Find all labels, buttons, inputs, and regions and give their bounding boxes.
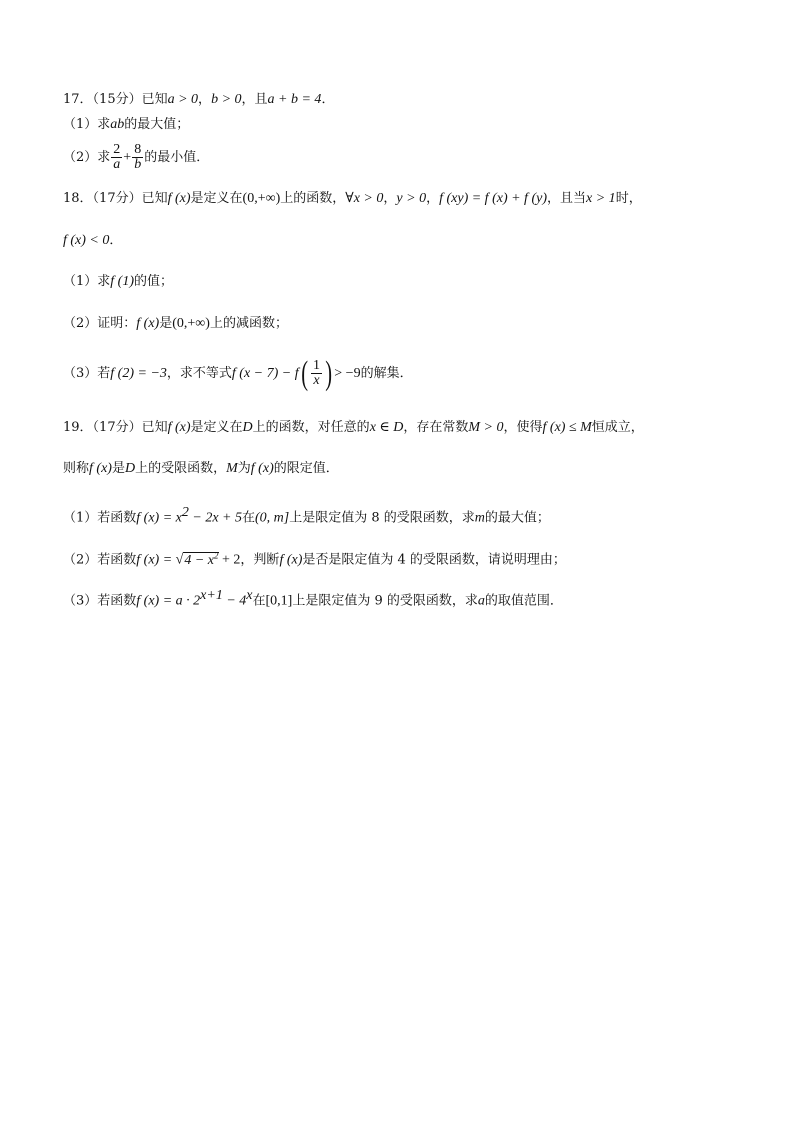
q19-p3-exp2: x (246, 588, 253, 603)
q18-t4: 时， (615, 191, 642, 206)
q18-sep2: ， (426, 191, 440, 206)
q19-part1 (63, 503, 774, 528)
q18-p2-label: （2）证明： (63, 316, 137, 331)
q18-p2-domain: (0,+∞) (172, 316, 210, 331)
q18-p2-tail: 上的减函数； (209, 316, 288, 331)
q19-l2-fx2: f (x) (250, 461, 274, 476)
q19-p3-int: [0,1] (265, 593, 293, 609)
q19-t5: 恒成立， (591, 420, 644, 435)
q19-l2-D: D (124, 461, 136, 476)
q17-cond-b: b > 0 (211, 92, 242, 107)
q18-p3-expr1: f (x − 7) − f (231, 366, 299, 381)
q17-head: 17．（15分）已知 (63, 92, 168, 107)
q17-frac1-num: 2 (113, 142, 121, 157)
q19-p1-f: f (x) = x (136, 510, 182, 526)
q18-p2-mid: 是 (159, 316, 173, 331)
q19-stem (63, 418, 774, 438)
q18-fx: f (x) (167, 191, 191, 206)
q18-left-paren: ( (300, 354, 308, 392)
q17-p2-tail: 的最小值． (144, 150, 210, 165)
q18-p1-label: （1）求 (63, 274, 111, 289)
q18-part2 (63, 314, 774, 334)
q19-p3-t3: 的取值范围． (484, 593, 563, 609)
q19-ineq: f (x) ≤ M (542, 420, 592, 435)
q18-t3: ，且当 (547, 191, 587, 206)
q19-sqrt-exp: 2 (214, 550, 219, 560)
q19-l2-c: 上的受限函数， (135, 461, 227, 476)
sqrt-sign-icon: √ (175, 552, 184, 568)
q18-cond: x > 1 (586, 191, 616, 206)
q18-p3-cond: f (2) = −3 (110, 366, 167, 381)
q17-cond-sum: a + b = 4 (267, 92, 322, 107)
q18-domain: (0,+∞) (242, 191, 281, 206)
q18-t2: 上的函数， (280, 191, 346, 206)
q17-frac2-den: b (134, 157, 142, 172)
q17-p1-expr: ab (110, 117, 125, 132)
q19-t3: ，存在常数 (403, 420, 469, 435)
q18-forall: ∀x > 0 (345, 191, 384, 206)
q19-p2-t1: ，判断 (240, 552, 280, 568)
q19-xinD: x ∈ D (369, 420, 404, 435)
q19-t4: ，使得 (503, 420, 543, 435)
q18-eq: f (xy) = f (x) + f (y) (439, 191, 547, 206)
q18-t1: 是定义在 (190, 191, 243, 206)
q17-frac1-den: a (113, 157, 121, 172)
q19-part2 (63, 545, 774, 571)
q17-frac-8-over-b (132, 143, 143, 172)
q19-p2-label: （2）若函数 (63, 552, 137, 568)
q18-p3-label: （3）若 (63, 366, 111, 381)
q18-right-paren: ) (325, 354, 333, 392)
q17-plus: + (123, 150, 132, 165)
q19-p1-rest: − 2x + 5 (188, 510, 242, 526)
q19-l2-M: M (226, 461, 238, 476)
q17-p2-label: （2）求 (63, 150, 111, 165)
q19-p1-m: m (474, 510, 485, 526)
q18-p3-tail: 的解集． (360, 366, 413, 381)
q18-stem (63, 189, 774, 209)
q19-head: 19．（17分）已知 (63, 420, 168, 435)
q17-p1-tail: 的最大值； (124, 117, 190, 132)
q19-l2-e: 的限定值． (273, 461, 339, 476)
q19-p2-plus: + 2 (218, 552, 241, 568)
q17-frac-2-over-a (111, 143, 122, 172)
q17-part2 (63, 140, 774, 176)
q19-stem-line2 (63, 459, 774, 479)
q18-sep: ， (383, 191, 397, 206)
q18-stem-line2 (63, 231, 774, 251)
q17-sep1: ， (198, 92, 212, 107)
q18-p2-expr: f (x) (136, 316, 160, 331)
q18-frac-den: x (311, 373, 322, 388)
q18-p1-expr: f (1) (110, 274, 134, 289)
q19-fx: f (x) (167, 420, 191, 435)
q19-t2: 上的函数，对任意的 (252, 420, 370, 435)
q19-p3-exp1: x+1 (200, 588, 223, 603)
q18-p3-expr2: > −9 (334, 366, 361, 381)
q17-frac2-num: 8 (134, 142, 142, 157)
q19-p1-label: （1）若函数 (63, 510, 137, 526)
q17-cond-a: a > 0 (167, 92, 199, 107)
q18-frac-1-over-x (311, 359, 322, 388)
q17-end: ． (321, 92, 335, 107)
q19-M: M > 0 (468, 420, 504, 435)
q19-p2-fx: f (x) (279, 552, 303, 568)
q19-D: D (242, 420, 253, 435)
q18-part3 (63, 352, 774, 396)
q19-p3-label: （3）若函数 (63, 593, 137, 609)
q18-line2-end: ． (109, 233, 123, 248)
q19-p3-t2: 上是限定值为 9 的受限函数，求 (292, 593, 478, 609)
q19-p3-mid: − 4 (222, 593, 247, 609)
q17-stem (63, 90, 774, 110)
q19-p1-t1: 在 (241, 510, 255, 526)
q18-y: y > 0 (396, 191, 427, 206)
q17-sep2: ，且 (241, 92, 268, 107)
q19-p3-f: f (x) = a · 2 (136, 593, 201, 609)
q19-l2-d: 为 (237, 461, 251, 476)
q19-p1-t2: 上是限定值为 8 的受限函数，求 (289, 510, 475, 526)
q19-sqrt-body (183, 552, 218, 568)
q19-p2-t2: 是否是限定值为 4 的受限函数，请说明理由； (302, 552, 566, 568)
q19-p1-exp: 2 (181, 505, 189, 520)
q18-p3-mid: ，求不等式 (166, 366, 232, 381)
q19-sqrt-inner: 4 − x (184, 552, 215, 568)
q18-line2-expr: f (x) < 0 (63, 233, 110, 248)
q19-p1-t3: 的最大值； (484, 510, 550, 526)
q19-l2-b: 是 (111, 461, 125, 476)
q19-p3-t1: 在 (252, 593, 266, 609)
q18-frac-num: 1 (312, 358, 320, 373)
q18-p1-tail: 的值； (134, 274, 174, 289)
q17-part1 (63, 115, 774, 135)
q17-p1-label: （1）求 (63, 117, 111, 132)
q18-head: 18．（17分）已知 (63, 191, 168, 206)
q19-p3-a: a (477, 593, 485, 609)
q19-p1-int: (0, m] (255, 510, 290, 526)
q18-part1 (63, 272, 774, 292)
q19-part3 (63, 586, 774, 611)
q19-l2-fx: f (x) (89, 461, 112, 476)
q19-l2-a: 则称 (63, 461, 90, 476)
q19-t1: 是定义在 (190, 420, 243, 435)
q19-p2-f: f (x) = (136, 552, 176, 568)
